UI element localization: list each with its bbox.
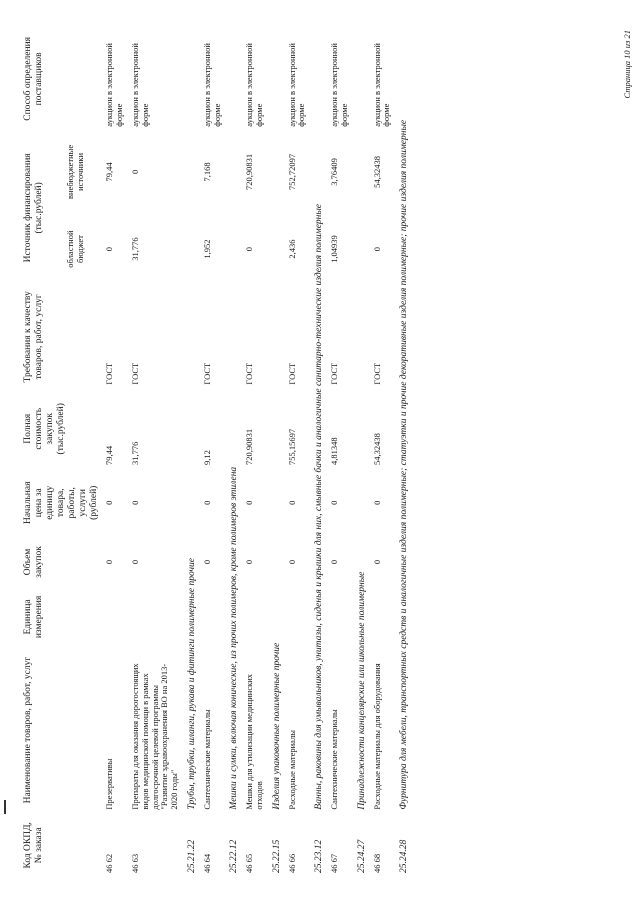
group-code: 25.21.22 [186, 839, 197, 873]
table-row [242, 27, 268, 877]
scan-mark [4, 800, 6, 814]
order-code: 46 67 [329, 853, 340, 873]
item-name: Презервативы [104, 758, 115, 810]
item-name: Сантехнические материалы [329, 709, 340, 810]
table-row [370, 27, 396, 877]
table-row [102, 27, 128, 877]
col-header-finance: Источник финансирования (тыс.рублей) [23, 153, 44, 263]
item-unit [128, 587, 183, 646]
col-header-finance-budget: областной бюджет [65, 230, 85, 268]
order-code: 46 63 [129, 853, 140, 873]
item-budget: 0 [371, 246, 382, 252]
col-header-price: Начальная цена за единицу товара, работы, услуги (рублей) [23, 481, 99, 525]
item-total: 54,32438 [371, 433, 382, 465]
table-row [200, 27, 226, 877]
group-code: 25.23.12 [314, 839, 325, 873]
item-method: аукцион в электронной форме [286, 43, 307, 127]
order-code: 46 66 [286, 853, 297, 873]
item-budget: 0 [244, 246, 255, 252]
order-code: 46 64 [201, 853, 212, 873]
item-method: аукцион в электронной форме [329, 43, 349, 127]
table-row [327, 27, 353, 877]
item-quality: ГОСТ [104, 362, 115, 385]
item-extra: 752,72097 [286, 153, 297, 190]
item-price: 0 [104, 500, 115, 505]
col-header-method: Способ определения поставщиков [23, 36, 44, 121]
item-extra: 720,90831 [244, 153, 255, 190]
item-extra: 7,168 [201, 162, 212, 182]
item-budget: 1,952 [201, 239, 212, 259]
item-method: аукцион в электронной форме [129, 43, 150, 127]
col-header-total: Полная стоимость закупок (тыс.рублей) [23, 403, 66, 455]
group-name: Фурнитура для мебели, транспортных средств и аналогичные изделия полимерные; статуэтки и прочие декоративные изделия полимерные; прочие изделия полимерные [399, 119, 410, 810]
col-header-finance-extra: внебюджетные источники [65, 144, 85, 200]
item-price: 0 [371, 500, 382, 505]
item-unit [285, 587, 311, 646]
table-row [128, 27, 183, 877]
order-code: 46 68 [371, 853, 382, 873]
item-name: Мешки для утилизации медицинских отходов [244, 673, 264, 810]
item-total: 755,15697 [286, 428, 297, 465]
item-budget: 2,436 [286, 239, 297, 259]
item-price: 0 [244, 500, 255, 505]
item-quality: ГОСТ [201, 362, 212, 385]
item-quality: ГОСТ [329, 362, 340, 385]
group-name: Трубы, трубки, шланги, рукава и фитинги полимерные прочие [186, 558, 197, 810]
item-unit [370, 587, 396, 646]
item-total: 720,90831 [244, 428, 255, 465]
item-extra: 79,44 [104, 162, 115, 182]
col-header-name: Наименование товаров, работ, услуг [23, 656, 33, 804]
item-budget: 1,04939 [329, 235, 340, 263]
group-code: 25.24.27 [356, 839, 367, 873]
item-volume: 0 [104, 559, 115, 565]
okpd-group-row [353, 27, 370, 877]
order-code: 46 65 [244, 853, 255, 873]
item-extra: 54,32438 [371, 155, 382, 188]
item-budget: 31,776 [129, 237, 140, 261]
group-code: 25.24.28 [399, 839, 410, 873]
item-volume: 0 [329, 559, 340, 565]
table-row [285, 27, 311, 877]
okpd-group-row [183, 27, 200, 877]
item-quality: ГОСТ [371, 362, 382, 385]
item-volume: 0 [244, 559, 255, 565]
item-volume: 0 [201, 559, 212, 565]
item-unit [200, 587, 226, 646]
item-unit [242, 587, 268, 646]
item-method: аукцион в электронной форме [244, 43, 264, 127]
item-quality: ГОСТ [244, 362, 255, 385]
col-header-quality: Требования к качеству товаров, работ, услуг [23, 291, 44, 383]
item-volume: 0 [371, 559, 382, 565]
col-header-volume: Объем закупок [23, 546, 44, 578]
item-volume: 0 [129, 559, 140, 565]
item-unit [327, 587, 353, 646]
order-code: 46 62 [104, 853, 115, 873]
procurement-table [20, 27, 412, 877]
item-extra: 3,76409 [329, 158, 340, 186]
item-method: аукцион в электронной форме [371, 43, 392, 127]
item-quality: ГОСТ [286, 362, 297, 385]
item-name: Расходные материалы [286, 730, 297, 810]
item-name: Сантехнические материалы [201, 709, 212, 810]
item-volume: 0 [286, 559, 297, 565]
okpd-group-row [225, 27, 242, 877]
group-name: Принадлежности канцелярские или школьные полимерные [356, 571, 367, 810]
group-code: 25.22.12 [229, 839, 240, 873]
item-total: 4,81348 [329, 437, 340, 465]
okpd-group-row [268, 27, 285, 877]
group-code: 25.22.15 [271, 839, 282, 873]
item-extra: 0 [129, 169, 140, 175]
item-unit [102, 587, 128, 646]
item-price: 0 [286, 500, 297, 505]
group-name: Изделия упаковочные полимерные прочие [271, 642, 282, 810]
item-name: Расходные материалы для оборудования [371, 663, 382, 810]
group-name: Мешки и сумки, включая конические, из прочих полимеров, кроме полимеров этилена [229, 466, 240, 810]
item-method: аукцион в электронной форме [201, 43, 222, 127]
page-number: Страница 10 из 21 [622, 30, 632, 99]
item-price: 0 [329, 500, 340, 505]
item-total: 31,776 [129, 441, 140, 465]
item-budget: 0 [104, 246, 115, 252]
okpd-group-row [310, 27, 327, 877]
col-header-code: Код ОКПД, № заказа [23, 822, 44, 869]
item-quality: ГОСТ [129, 362, 140, 385]
col-header-unit: Единица измерения [23, 595, 44, 639]
item-total: 79,44 [104, 445, 115, 465]
item-price: 0 [201, 500, 212, 505]
item-method: аукцион в электронной форме [104, 43, 125, 127]
item-total: 9,12 [201, 450, 212, 465]
item-name: Препараты для оказания дорогостоящих видов медицинской помощи в рамках долгосрочной целевой программы "Развитие здравоохранения ВО на 2013-2020 годы" [129, 663, 180, 810]
item-price: 0 [129, 500, 140, 505]
okpd-group-row [395, 27, 412, 877]
group-name: Ванны, раковины для умывальников, унитазы, сиденья и крышки для них, смывные бачки и аналогичные санитарно-технические изделия полимерные [314, 203, 325, 810]
